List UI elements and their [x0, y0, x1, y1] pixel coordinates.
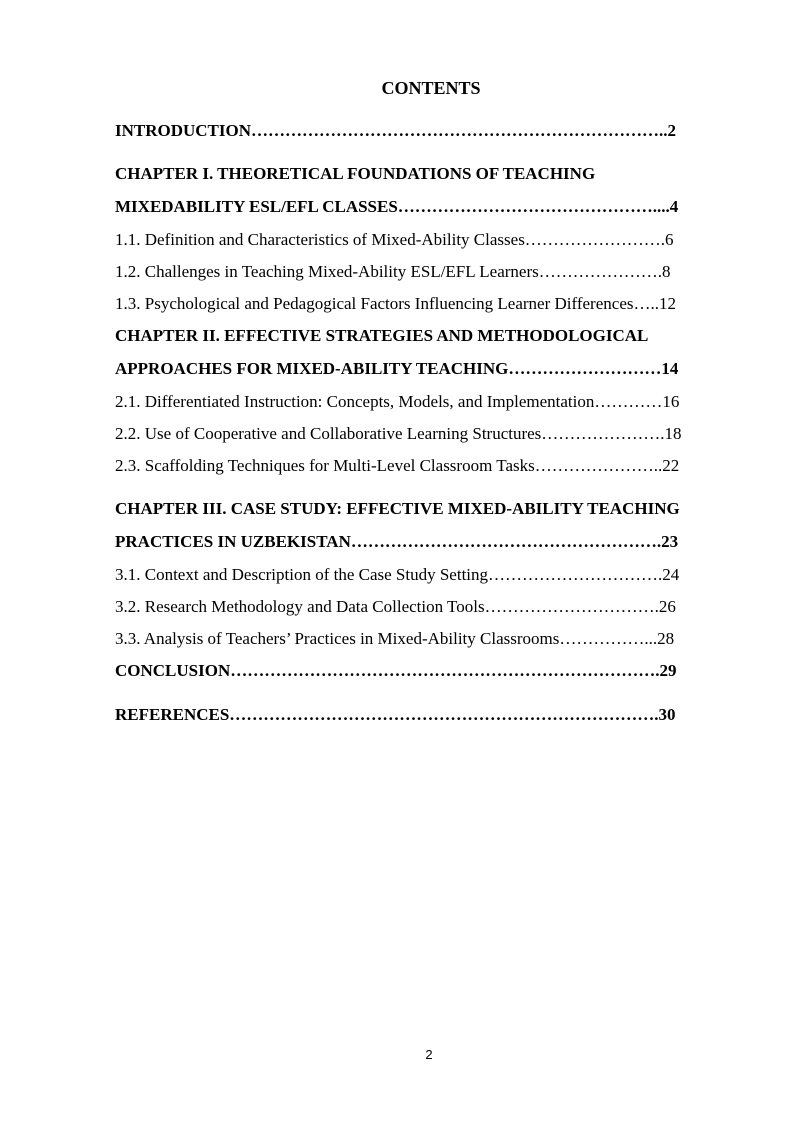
- toc-entry-section-2-3: 2.3. Scaffolding Techniques for Multi-Level Classroom Tasks…………………..22: [115, 456, 680, 475]
- toc-entry-conclusion: CONCLUSION………………………………………………………………….29: [115, 661, 677, 680]
- toc-entry-references: REFERENCES………………………………………………………………….30: [115, 705, 676, 724]
- toc-entry-chapter-1-title: CHAPTER I. THEORETICAL FOUNDATIONS OF TEACHING: [115, 164, 596, 183]
- toc-entry-chapter-3-title: CHAPTER III. CASE STUDY: EFFECTIVE MIXED-ABILITY TEACHING: [115, 499, 680, 518]
- page-number: 2: [425, 1047, 433, 1062]
- toc-entry-introduction: INTRODUCTION………………………………………………………………..2: [115, 121, 677, 140]
- toc-entry-section-1-3: 1.3. Psychological and Pedagogical Factors Influencing Learner Differences…..12: [115, 294, 676, 313]
- toc-entry-chapter-3-title-continued: PRACTICES IN UZBEKISTAN……………………………………………….23: [115, 532, 679, 551]
- toc-entry-section-1-1: 1.1. Definition and Characteristics of Mixed-Ability Classes…………………….6: [115, 230, 674, 249]
- toc-entry-chapter-1-title-continued: MIXEDABILITY ESL/EFL CLASSES………………………………………....4: [115, 197, 679, 216]
- toc-entry-chapter-2-title-continued: APPROACHES FOR MIXED-ABILITY TEACHING………………………14: [115, 359, 679, 378]
- toc-entry-section-3-1: 3.1. Context and Description of the Case Study Setting………………………….24: [115, 565, 680, 584]
- toc-entry-section-2-1: 2.1. Differentiated Instruction: Concepts, Models, and Implementation…………16: [115, 392, 680, 411]
- toc-entry-section-1-2: 1.2. Challenges in Teaching Mixed-Ability ESL/EFL Learners………………….8: [115, 262, 671, 281]
- toc-entry-chapter-2-title: CHAPTER II. EFFECTIVE STRATEGIES AND METHODOLOGICAL: [115, 326, 649, 345]
- toc-entry-section-3-3: 3.3. Analysis of Teachers’ Practices in Mixed-Ability Classrooms……………...28: [115, 629, 675, 648]
- toc-entry-section-2-2: 2.2. Use of Cooperative and Collaborative Learning Structures………………….18: [115, 424, 682, 443]
- contents-heading: CONTENTS: [381, 78, 481, 98]
- toc-entry-section-3-2: 3.2. Research Methodology and Data Collection Tools………………………….26: [115, 597, 676, 616]
